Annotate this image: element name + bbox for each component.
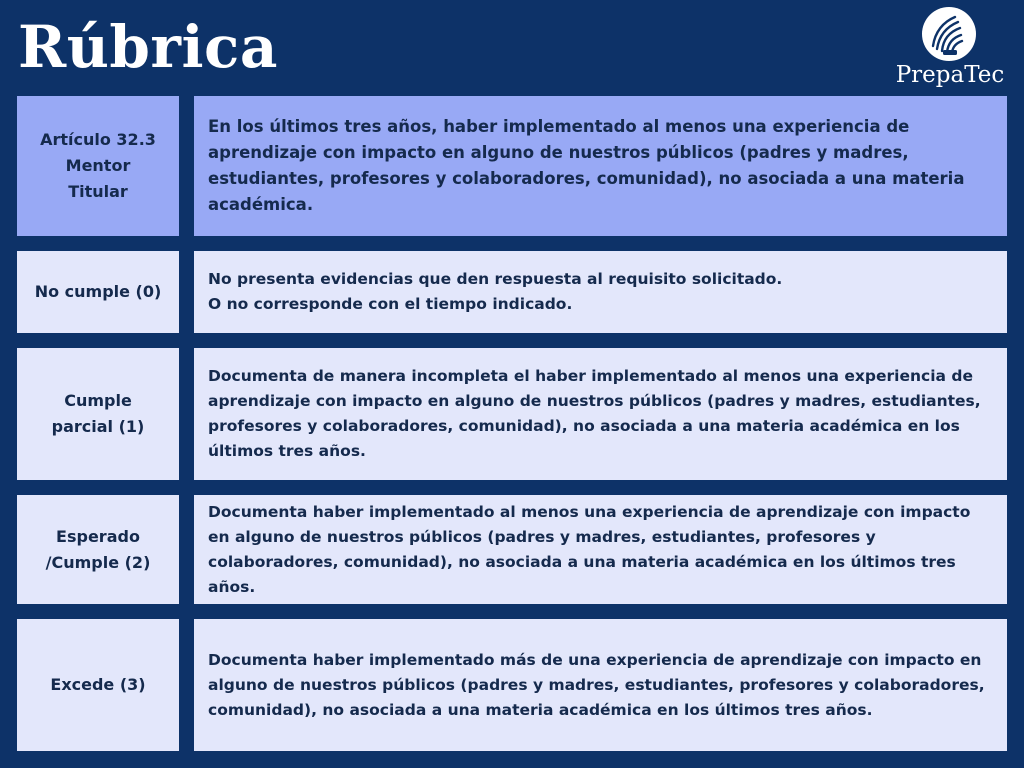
criterion-label: [17, 96, 179, 236]
level-description-text: Documenta haber implementado al menos una experiencia de aprendizaje con impacto en alguno de nuestros públicos (padres y madres, estudiantes, profesores y colaboradores, comunidad), no asociada a una materia académica en los últimos tres años.: [208, 502, 971, 596]
rubric-header-row: [17, 96, 1007, 236]
rubric-level-row: [17, 348, 1007, 480]
logo-text: PrepaTec: [895, 62, 1005, 88]
prepatec-logo: [885, 6, 1015, 94]
rubric-level-row: [17, 251, 1007, 333]
page-title: Rúbrica: [18, 13, 278, 81]
level-label-text: Excede (3): [50, 675, 146, 694]
rubric-level-row: [17, 619, 1007, 751]
level-label-text: Esperado /Cumple (2): [45, 526, 151, 572]
level-label: [17, 251, 179, 333]
criterion-description: [194, 96, 1007, 236]
level-description-text: No presenta evidencias que den respuesta al requisito solicitado. O no corresponde con el tiempo indicado.: [208, 270, 783, 313]
level-description: [194, 495, 1007, 604]
flame-emblem-icon: [921, 6, 977, 62]
level-label: [17, 619, 179, 751]
level-description-text: Documenta de manera incompleta el haber implementado al menos una experiencia de aprendizaje con impacto en alguno de nuestros públicos (padres y madres, estudiantes, profesores y colaboradores, comunidad), no asociada a una materia académica en los últimos tres años.: [208, 367, 981, 460]
level-label-text: No cumple (0): [34, 282, 162, 301]
level-description-text: Documenta haber implementado más de una experiencia de aprendizaje con impacto en alguno de nuestros públicos (padres y madres, estudiantes, profesores y colaboradores, comunidad), no asociada a una materia académica en los últimos tres años.: [208, 650, 985, 719]
level-description: [194, 251, 1007, 333]
level-label-text: Cumple parcial (1): [51, 391, 145, 436]
level-description: [194, 619, 1007, 751]
level-label: [17, 348, 179, 480]
level-label: [17, 495, 179, 604]
criterion-description-text: En los últimos tres años, haber implementado al menos una experiencia de aprendizaje con impacto en alguno de nuestros públicos (padres y madres, estudiantes, profesores y colaboradores, comunidad), no asociada a una materia académica.: [208, 117, 965, 214]
level-description: [194, 348, 1007, 480]
criterion-label-text: Artículo 32.3 Mentor Titular: [40, 130, 156, 201]
rubric-level-row: [17, 495, 1007, 604]
